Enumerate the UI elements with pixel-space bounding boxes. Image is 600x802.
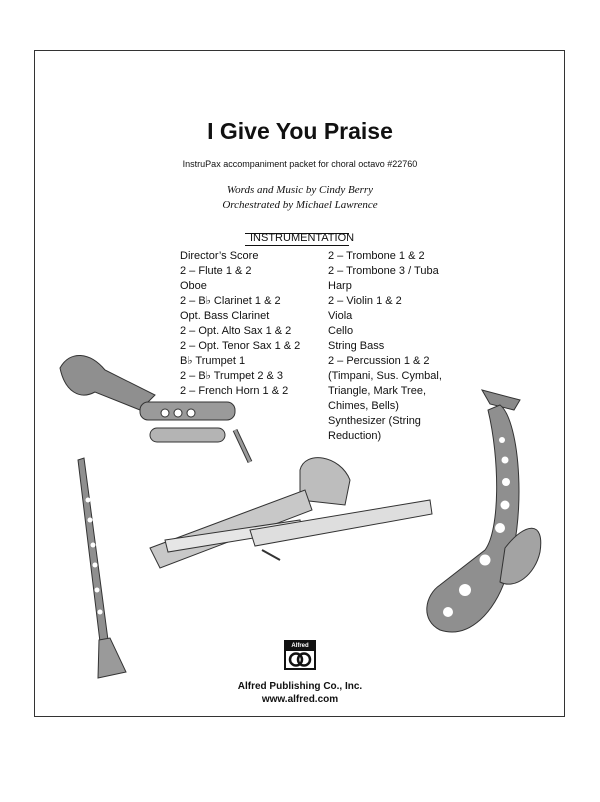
list-item: 2 – French Horn 1 & 2 [180,385,289,397]
trombone-icon [150,458,432,568]
list-item: 2 – Trombone 3 / Tuba [328,265,439,277]
list-item: Cello [328,325,354,337]
list-item: 2 – Opt. Alto Sax 1 & 2 [180,325,292,337]
list-item: B♭ Trumpet 1 [180,355,246,367]
list-item: Reduction) [328,430,382,442]
logo-mark-icon [286,651,314,668]
list-item: Opt. Bass Clarinet [180,310,270,322]
list-item: 2 – Opt. Tenor Sax 1 & 2 [180,340,301,352]
publisher-name: Alfred Publishing Co., Inc. [237,681,363,692]
score-title: I Give You Praise [207,118,393,144]
list-item: String Bass [328,340,385,352]
logo-label: Alfred [286,642,314,651]
list-item: 2 – Trombone 1 & 2 [328,250,425,262]
list-item: 2 – B♭ Clarinet 1 & 2 [180,295,281,307]
publisher-url[interactable]: www.alfred.com [261,694,339,705]
credits-block [0,183,600,213]
publisher-block [0,680,600,706]
score-subtitle: InstruPax accompaniment packet for choral octavo #22760 [182,159,418,169]
instrument-list-left [180,249,330,399]
list-item: 2 – Flute 1 & 2 [180,265,252,277]
list-item: Synthesizer (String [328,415,421,427]
list-item: Triangle, Mark Tree, [328,385,427,397]
list-item: 2 – Violin 1 & 2 [328,295,402,307]
orchestrator-credit: Orchestrated by Michael Lawrence [222,199,378,211]
clarinet-icon [78,458,126,678]
list-item: Viola [328,310,353,322]
words-music-credit: Words and Music by Cindy Berry [226,184,374,196]
instrumentation-heading: INSTRUMENTATION [250,232,355,244]
instrument-list-right [328,249,468,444]
list-item: Harp [328,280,352,292]
list-item: Director’s Score [180,250,259,262]
list-item: Chimes, Bells) [328,400,399,412]
list-item: (Timpani, Sus. Cymbal, [328,370,442,382]
list-item: Oboe [180,280,207,292]
alfred-logo [284,640,316,670]
list-item: 2 – B♭ Trumpet 2 & 3 [180,370,284,382]
instrumentation-rule [245,245,349,246]
list-item: 2 – Percussion 1 & 2 [328,355,430,367]
